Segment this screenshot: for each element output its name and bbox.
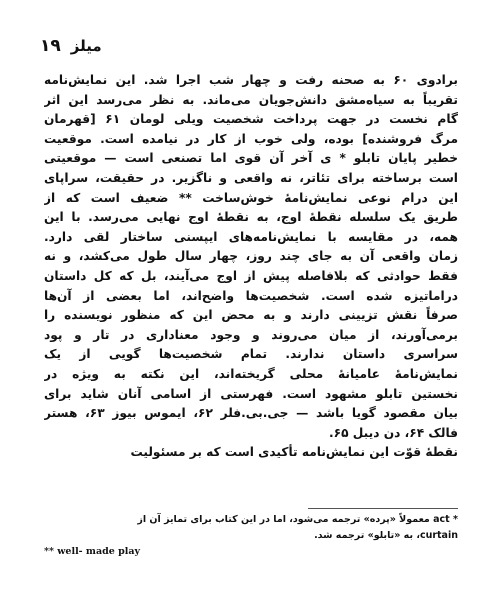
text-line: صرفاً نقش تزیینی دارند و به محض این که منظور نویسنده را bbox=[44, 308, 458, 323]
text-line: برادوی ۶۰ به صحنه رفت و چهار شب اجرا شد. این نمایش‌نامه bbox=[44, 73, 458, 87]
text-line: فالک ۶۴، دن دیبل ۶۵. bbox=[329, 425, 458, 440]
text-line: برمی‌آورند، از میان می‌روند و وجود معناداری در تار و پود bbox=[44, 327, 458, 342]
text-line: نقطهٔ قوّت این نمایش‌نامه تأکیدی است که بر مسئولیت bbox=[130, 445, 458, 460]
text-line: این درام نوعی نمایش‌نامهٔ خوش‌ساخت ** ضعیف است که از bbox=[44, 190, 458, 205]
text-line: فقط حوادثی که بلافاصله پیش از اوج می‌آیند، بل که کل داستان bbox=[44, 268, 458, 283]
text-line: دراماتیزه شده است. شخصیت‌ها واضح‌اند، اما بعضی از آن‌ها bbox=[44, 288, 458, 303]
text-line: بیان مقصود گویا باشد — جی.بی.فلر ۶۲، ایموس بیوز ۶۳، هستر bbox=[44, 406, 458, 421]
page-header bbox=[40, 36, 102, 56]
footnote-well-made-play: ** well- made play bbox=[44, 546, 141, 557]
text-line: زمان واقعی آن به جای چند روز، چهار سال طول می‌کشد، و نه bbox=[44, 249, 458, 264]
text-line: نمایش‌نامهٔ عامیانهٔ محلی گریخته‌اند، این نکته به ویژه در bbox=[44, 366, 458, 381]
text-line: همه، در مقایسه با نمایش‌نامه‌های ایپسنی ساختار لقی دارد. bbox=[44, 229, 458, 244]
text-line: طریق یک سلسله نقطهٔ اوج، به نقطهٔ اوج نهایی می‌رسد. با این bbox=[44, 210, 458, 225]
footnote-divider bbox=[308, 508, 458, 509]
text-line: است برساخته برای تئاتر، نه واقعی و ناگزیر. در حقیقت، سراپای bbox=[44, 170, 458, 185]
text-line: گام نخست در جهت پرداخت شخصیت ویلی لومان ۶۱ [قهرمان bbox=[44, 112, 458, 127]
running-head: میلز bbox=[70, 37, 102, 55]
text-line: مرگ فروشنده] بوده، ولی خوب از کار در نیامده است. موقعیت bbox=[44, 131, 458, 146]
text-line: سراسری داستان ندارند. تمام شخصیت‌ها گویی از یک bbox=[44, 347, 458, 362]
footnote-act-line-1: * act معمولاً «پرده» ترجمه می‌شود، اما در این کتاب برای تمایز آن از bbox=[137, 514, 458, 525]
footnotes bbox=[44, 512, 458, 560]
body-text bbox=[44, 71, 458, 463]
page-number: ۱۹ bbox=[40, 36, 61, 56]
footnote-act-line-2: curtain، به «تابلو» ترجمه شد. bbox=[314, 530, 458, 541]
text-line: نخستین تابلو مشهود است. فهرستی از اسامی آنان شاید برای bbox=[44, 386, 458, 401]
text-line: خطیر پایان تابلو * ی آخر آن قوی اما تصنعی است — موقعیتی bbox=[44, 151, 458, 166]
text-line: تقریباً به سیاه‌مشق دانش‌جویان می‌ماند. به نظر می‌رسد این اثر bbox=[44, 92, 458, 107]
